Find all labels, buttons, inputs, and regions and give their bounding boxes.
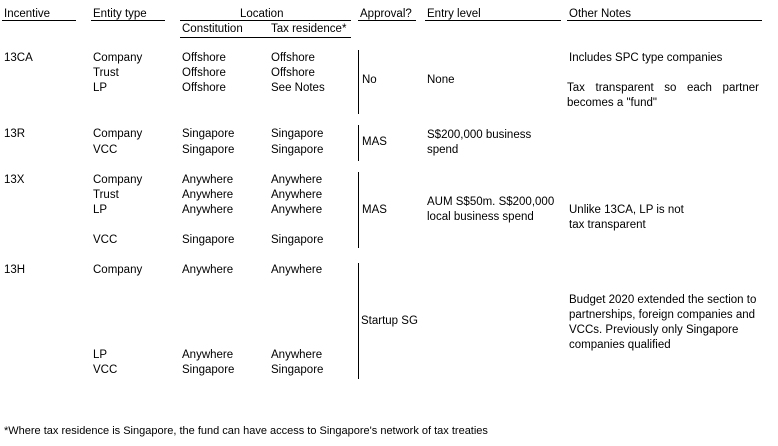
- entity-type-cell: Company: [93, 264, 143, 276]
- tax-residence-cell: Anywhere: [271, 349, 323, 361]
- note-13ca-spc: Includes SPC type companies: [569, 52, 723, 64]
- constitution-cell: Singapore: [182, 234, 235, 246]
- constitution-cell: Singapore: [182, 144, 235, 156]
- entity-type-cell: LP: [93, 82, 108, 94]
- tax-residence-cell: Anywhere: [271, 189, 323, 201]
- constitution-cell: Anywhere: [182, 174, 234, 186]
- entity-type-cell: VCC: [93, 364, 118, 376]
- tax-residence-cell: Anywhere: [271, 174, 323, 186]
- constitution-cell: Offshore: [182, 52, 226, 64]
- header-underline-notes: [567, 20, 762, 21]
- tax-residence-cell: Singapore: [271, 364, 324, 376]
- approval-cell-13h: Startup SG: [361, 315, 418, 327]
- entry-level-cell-13r: S$200,000 business spend: [427, 129, 532, 156]
- incentive-label-13ca: 13CA: [4, 52, 33, 64]
- entry-level-cell-13x: AUM S$50m. S$200,000 local business spend: [427, 196, 555, 223]
- header-other-notes: Other Notes: [569, 8, 631, 20]
- approval-bracket-13r: [358, 125, 359, 161]
- tax-residence-cell: Singapore: [271, 128, 324, 140]
- entity-type-cell: Company: [93, 52, 143, 64]
- approval-bracket-13ca: [358, 50, 359, 114]
- header-entity-type: Entity type: [93, 8, 147, 20]
- tax-residence-cell: Anywhere: [271, 204, 323, 216]
- note-13x-lp: Unlike 13CA, LP is not tax transparent: [569, 204, 684, 231]
- tax-residence-cell: Offshore: [271, 67, 315, 79]
- entity-type-cell: VCC: [93, 144, 118, 156]
- header-underline-location: [180, 20, 351, 21]
- entity-type-cell: LP: [93, 204, 108, 216]
- header-underline-approval: [358, 20, 416, 21]
- entry-level-cell-13ca: None: [427, 74, 455, 86]
- tax-residence-cell: See Notes: [271, 82, 325, 94]
- tax-residence-cell: Offshore: [271, 52, 315, 64]
- header-underline-incentive: [2, 20, 76, 21]
- entity-type-cell: VCC: [93, 234, 118, 246]
- note-13ca-transparent: Tax transparent so each partner becomes a "fund": [567, 82, 759, 109]
- constitution-cell: Anywhere: [182, 349, 234, 361]
- entity-type-cell: Trust: [93, 189, 119, 201]
- header-location: Location: [240, 8, 284, 20]
- incentive-label-13r: 13R: [4, 128, 26, 140]
- incentive-label-13x: 13X: [4, 174, 25, 186]
- entity-type-cell: Trust: [93, 67, 119, 79]
- entity-type-cell: Company: [93, 174, 143, 186]
- approval-bracket-13h: [358, 263, 359, 379]
- approval-cell-13x: MAS: [362, 204, 387, 216]
- entity-type-cell: Company: [93, 128, 143, 140]
- header-tax-residence: Tax residence*: [271, 23, 347, 35]
- tax-residence-cell: Singapore: [271, 144, 324, 156]
- constitution-cell: Offshore: [182, 82, 226, 94]
- header-incentive: Incentive: [4, 8, 51, 20]
- incentive-label-13h: 13H: [4, 264, 26, 276]
- tax-residence-cell: Anywhere: [271, 264, 323, 276]
- subheader-underline-location: [180, 37, 351, 38]
- header-constitution: Constitution: [182, 23, 243, 35]
- tax-residence-cell: Singapore: [271, 234, 324, 246]
- constitution-cell: Anywhere: [182, 264, 234, 276]
- approval-bracket-13x: [358, 172, 359, 248]
- constitution-cell: Offshore: [182, 67, 226, 79]
- constitution-cell: Singapore: [182, 128, 235, 140]
- entity-type-cell: LP: [93, 349, 108, 361]
- footnote: *Where tax residence is Singapore, the fund can have access to Singapore's network of tax treaties: [4, 425, 488, 437]
- header-entry-level: Entry level: [427, 8, 481, 20]
- constitution-cell: Anywhere: [182, 189, 234, 201]
- header-underline-entry: [425, 20, 561, 21]
- header-approval: Approval?: [360, 8, 412, 20]
- constitution-cell: Anywhere: [182, 204, 234, 216]
- approval-cell-13ca: No: [362, 74, 377, 86]
- note-13h-budget: Budget 2020 extended the section to partnerships, foreign companies and VCCs. Previously only Singapore companies qualified: [569, 294, 757, 351]
- constitution-cell: Singapore: [182, 364, 235, 376]
- header-underline-entity: [91, 20, 165, 21]
- approval-cell-13r: MAS: [362, 136, 387, 148]
